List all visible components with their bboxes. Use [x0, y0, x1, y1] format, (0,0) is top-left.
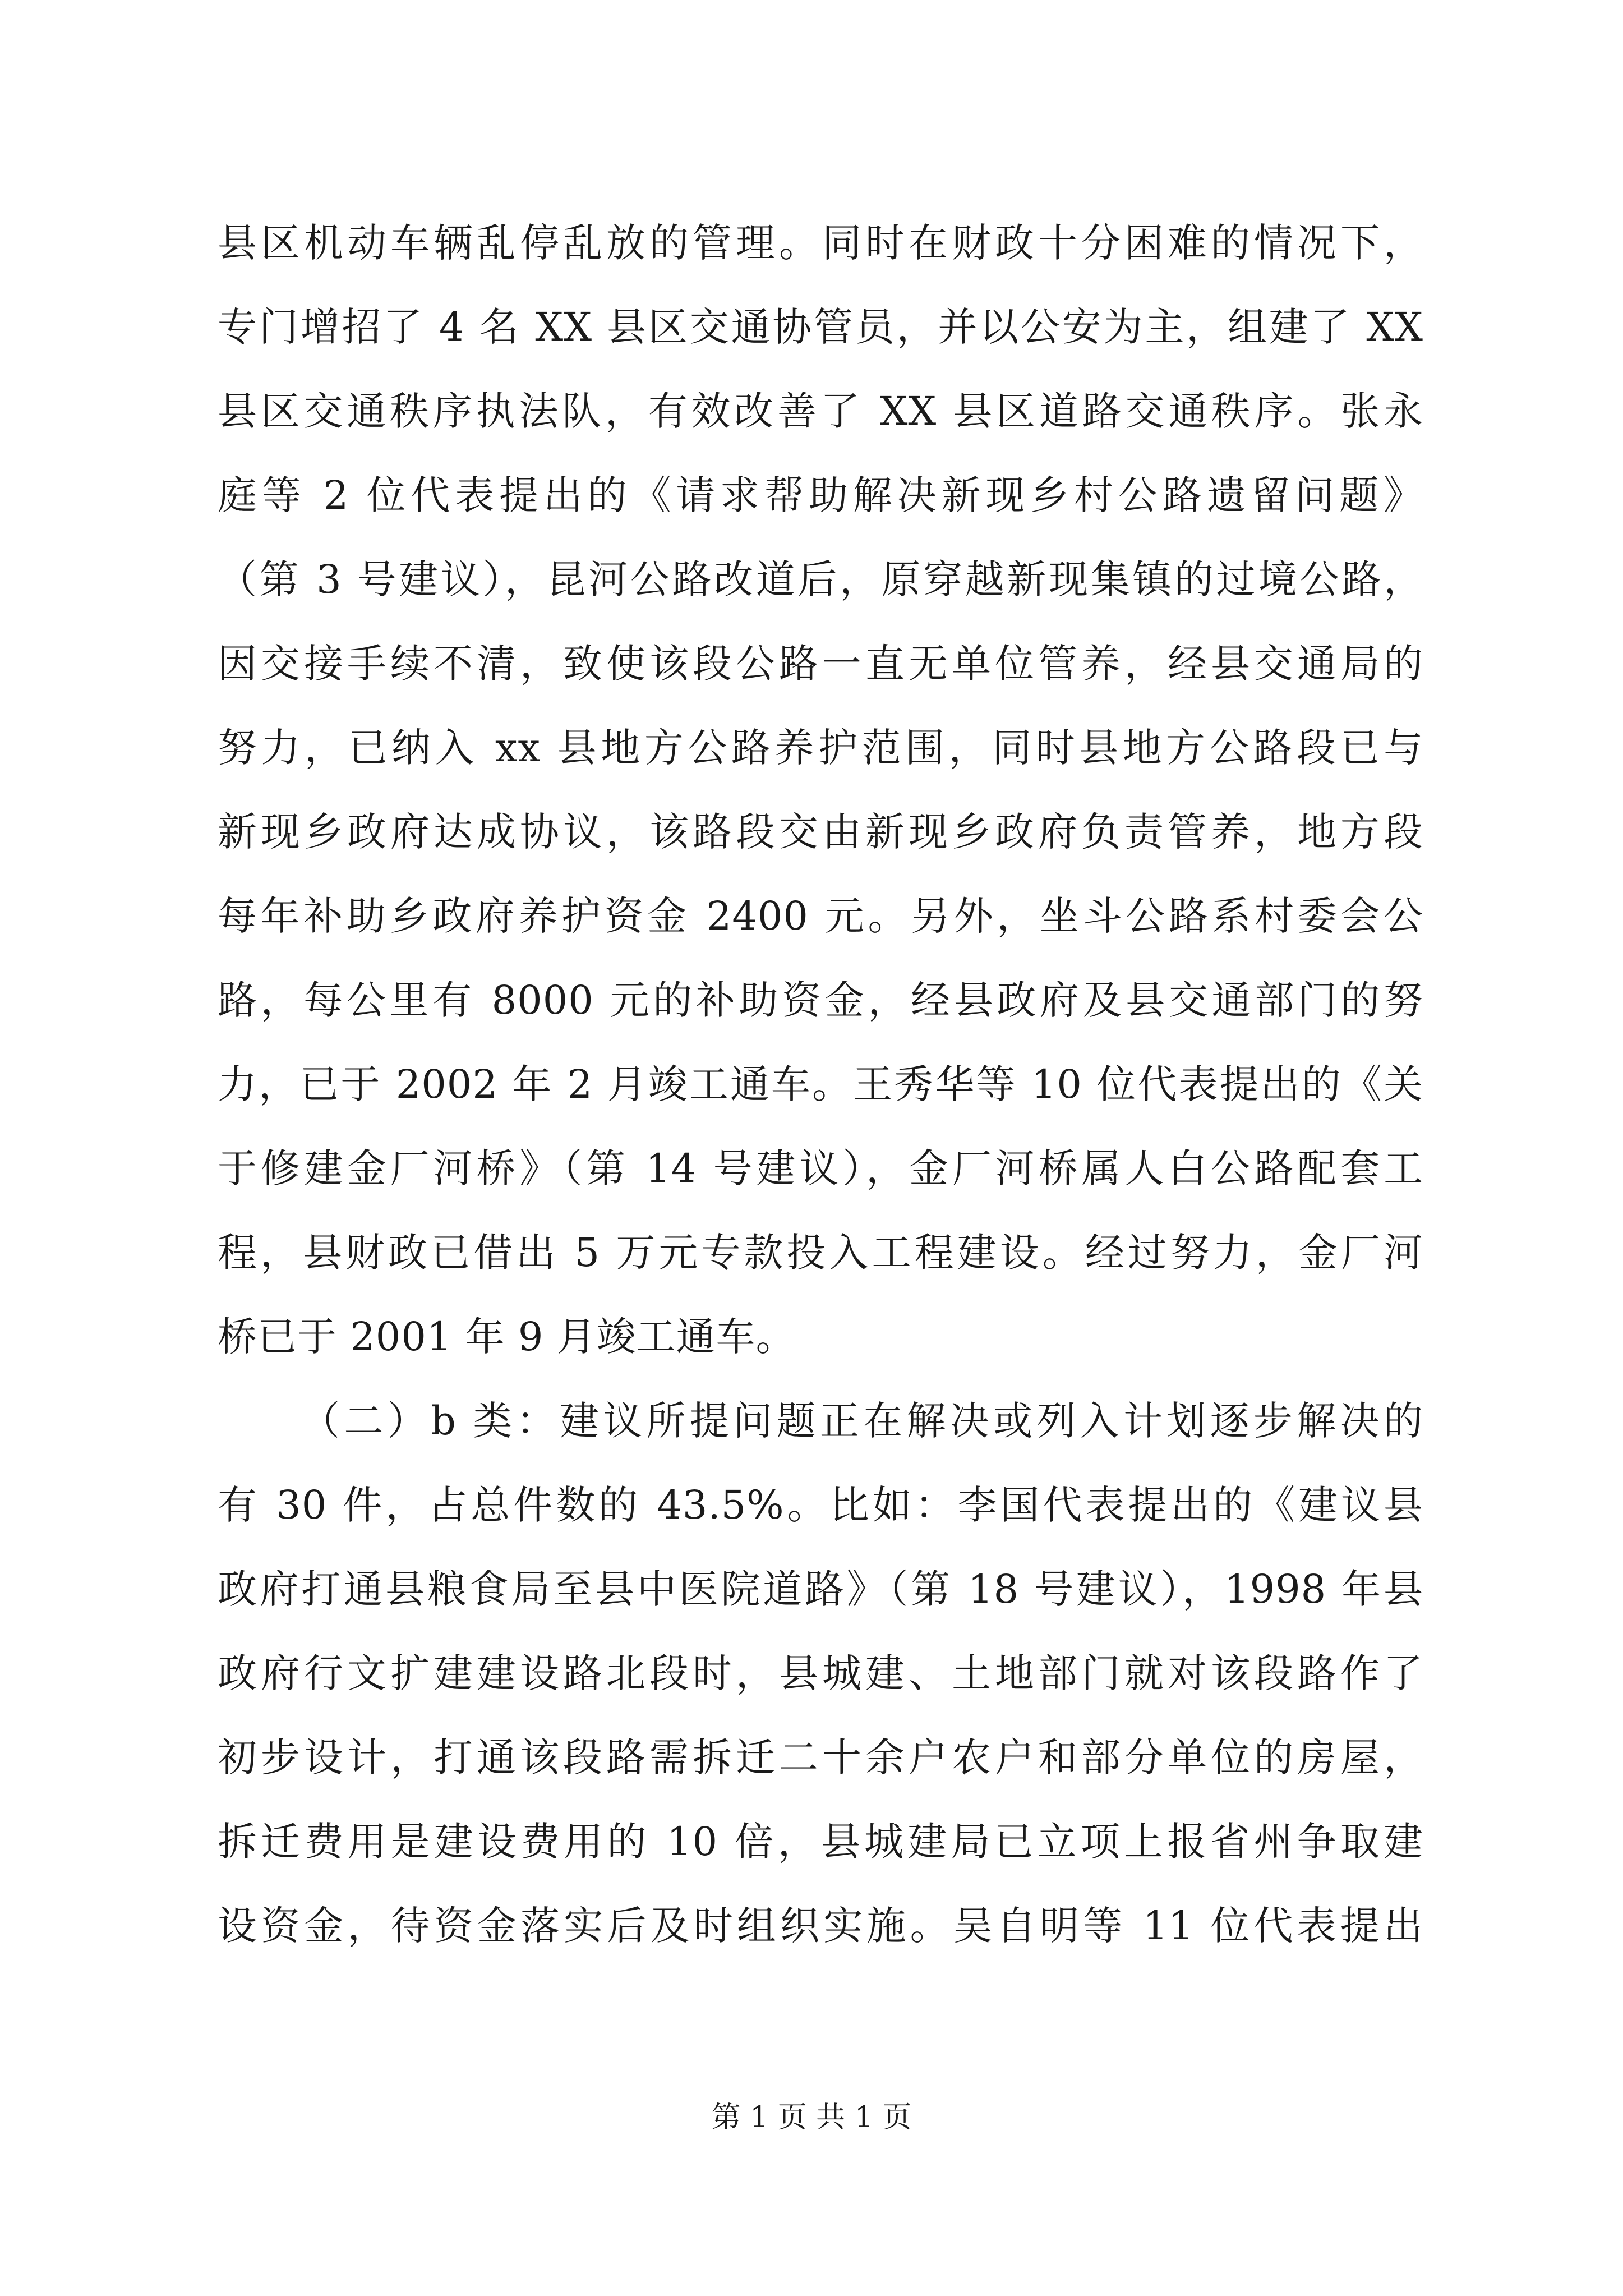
text-line: 政府行文扩建建设路北段时，县城建、土地部门就对该段路作了	[218, 1650, 1423, 1696]
text-line: 程，县财政已借出 5 万元专款投入工程建设。经过努力，金厂河	[218, 1230, 1423, 1276]
text-line: 路，每公里有 8000 元的补助资金，经县政府及县交通部门的努	[218, 977, 1423, 1023]
text-line: 专门增招了 4 名 XX 县区交通协管员，并以公安为主，组建了 XX	[218, 304, 1423, 350]
text-line: 因交接手续不清，致使该段公路一直无单位管养，经县交通局的	[218, 641, 1423, 687]
text-line-indented: （二）b 类：建议所提问题正在解决或列入计划逐步解决的	[301, 1398, 1423, 1444]
text-line: （第 3 号建议），昆河公路改道后，原穿越新现集镇的过境公路，	[218, 556, 1423, 602]
page-footer	[0, 2098, 1623, 2137]
text-line: 拆迁费用是建设费用的 10 倍，县城建局已立项上报省州争取建	[218, 1819, 1423, 1865]
text-line: 于修建金厂河桥》（第 14 号建议），金厂河桥属人白公路配套工	[218, 1145, 1423, 1191]
text-line: 力，已于 2002 年 2 月竣工通车。王秀华等 10 位代表提出的《关	[218, 1061, 1423, 1107]
page-number-label: 第 1 页 共 1 页	[711, 2101, 912, 2134]
text-line: 设资金，待资金落实后及时组织实施。吴自明等 11 位代表提出	[218, 1903, 1423, 1949]
text-line: 初步设计，打通该段路需拆迁二十余户农户和部分单位的房屋，	[218, 1734, 1423, 1780]
text-line: 县区机动车辆乱停乱放的管理。同时在财政十分困难的情况下，	[218, 220, 1423, 266]
text-line: 新现乡政府达成协议，该路段交由新现乡政府负责管养，地方段	[218, 809, 1423, 855]
text-line: 有 30 件，占总件数的 43.5%。比如：李国代表提出的《建议县	[218, 1482, 1423, 1528]
text-line: 政府打通县粮食局至县中医院道路》（第 18 号建议），1998 年县	[218, 1566, 1423, 1612]
text-line: 每年补助乡政府养护资金 2400 元。另外，坐斗公路系村委会公	[218, 893, 1423, 939]
text-line: 努力，已纳入 xx 县地方公路养护范围，同时县地方公路段已与	[218, 725, 1423, 771]
text-line: 县区交通秩序执法队，有效改善了 XX 县区道路交通秩序。张永	[218, 388, 1423, 434]
text-line: 桥已于 2001 年 9 月竣工通车。	[218, 1314, 796, 1360]
body-text	[218, 201, 1423, 1968]
text-line: 庭等 2 位代表提出的《请求帮助解决新现乡村公路遗留问题》	[218, 472, 1423, 518]
